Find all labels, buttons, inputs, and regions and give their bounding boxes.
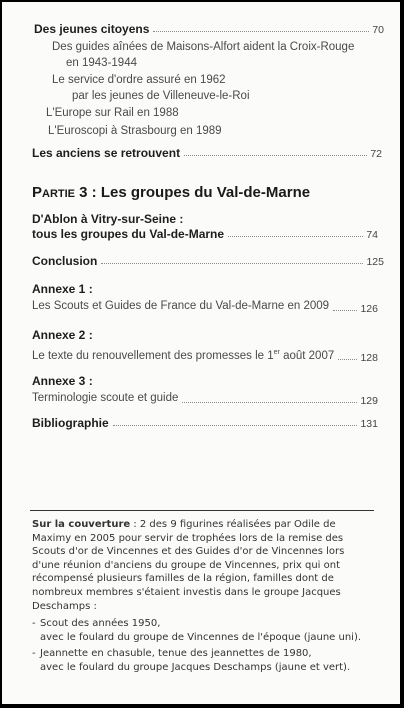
list-item-line1: Scout des années 1950, bbox=[40, 618, 161, 630]
toc-subitem: L'Europe sur Rail en 1988 bbox=[46, 107, 179, 119]
toc-subitem: en 1943-1944 bbox=[66, 56, 137, 69]
toc-page-number: 126 bbox=[360, 302, 378, 315]
toc-title-line1: D'Ablon à Vitry-sur-Seine : bbox=[32, 212, 184, 226]
toc-leader-dots bbox=[182, 402, 357, 403]
part-heading bbox=[32, 184, 310, 201]
toc-leader-dots bbox=[333, 310, 357, 311]
toc-title: Les anciens se retrouvent bbox=[32, 146, 181, 160]
toc-annex-text: Terminologie scoute et guide bbox=[32, 392, 179, 404]
toc-title: Conclusion bbox=[32, 254, 98, 268]
toc-title: Bibliographie bbox=[32, 416, 109, 430]
toc-leader-dots bbox=[101, 263, 363, 264]
toc-subitem: Des guides aînées de Maisons-Alfort aident la Croix-Rouge bbox=[52, 41, 355, 53]
toc-leader-dots bbox=[338, 359, 357, 360]
toc-leader-dots bbox=[153, 31, 369, 32]
cover-caption-intro bbox=[32, 518, 372, 613]
toc-entry-annexe3[interactable] bbox=[32, 374, 378, 407]
toc-page-number: 131 bbox=[360, 418, 378, 430]
toc-title: Des jeunes citoyens bbox=[34, 22, 150, 36]
toc-title: Annexe 2 : bbox=[32, 328, 93, 342]
toc-title: Annexe 3 : bbox=[32, 374, 93, 388]
part-prefix: Partie 3 : bbox=[32, 184, 97, 201]
list-item-line1: Jeannette en chasuble, tenue des jeannettes de 1980, bbox=[40, 648, 312, 660]
list-item bbox=[32, 647, 372, 674]
list-item-line2: avec le foulard du groupe Jacques Deschamps (jaune et vert). bbox=[40, 661, 351, 673]
list-item bbox=[32, 617, 372, 644]
toc-subitem: Le service d'ordre assuré en 1962 bbox=[52, 74, 226, 86]
toc-page-number: 128 bbox=[360, 352, 378, 365]
cover-caption-text: : 2 des 9 figurines réalisées par Odile de Maximy en 2005 pour servir de trophées lors de la remise des Scouts d'or de Vincennes et des Guides d'or de Vincennes lors d'une réunion d'anciens du groupe de Vincennes, prix qui ont récompensé plusieurs familles de la région, familles dont de nombreux membres s'étaient investis dans le groupe Jacques Deschamps : bbox=[32, 519, 345, 612]
toc-leader-dots bbox=[228, 236, 363, 237]
book-page bbox=[2, 2, 400, 704]
toc-annex-text: Les Scouts et Guides de France du Val-de-Marne en 2009 bbox=[32, 300, 330, 312]
toc-title: Annexe 1 : bbox=[32, 282, 93, 296]
toc-leader-dots bbox=[113, 425, 358, 426]
toc-entry-annexe1[interactable] bbox=[32, 282, 378, 315]
toc-page-number: 129 bbox=[360, 394, 378, 407]
toc-entry-bibliographie[interactable] bbox=[32, 416, 378, 430]
footer-divider bbox=[30, 510, 374, 511]
toc-page-number: 72 bbox=[370, 148, 382, 160]
dash-bullet: - bbox=[32, 648, 36, 660]
cover-caption bbox=[32, 518, 372, 678]
cover-caption-list bbox=[32, 617, 372, 674]
cover-caption-label: Sur la couverture bbox=[32, 519, 131, 530]
toc-entry-conclusion[interactable] bbox=[32, 254, 384, 268]
list-item-line2: avec le foulard du groupe de Vincennes de l'époque (jaune uni). bbox=[40, 631, 362, 643]
toc-subitem: par les jeunes de Villeneuve-le-Roi bbox=[72, 89, 250, 102]
part-title: Les groupes du Val-de-Marne bbox=[100, 184, 311, 201]
toc-title-line2: tous les groupes du Val-de-Marne bbox=[32, 227, 225, 241]
toc-page-number: 70 bbox=[372, 24, 384, 36]
toc-page-number: 125 bbox=[366, 256, 384, 268]
toc-entry-jeunes-citoyens[interactable] bbox=[34, 22, 384, 36]
toc-entry-annexe2[interactable] bbox=[32, 328, 378, 364]
toc-entry-anciens[interactable] bbox=[32, 146, 382, 160]
toc-subitems-jeunes-citoyens bbox=[46, 40, 354, 139]
toc-page-number: 74 bbox=[366, 229, 378, 241]
toc-leader-dots bbox=[184, 155, 367, 156]
dash-bullet: - bbox=[32, 618, 36, 630]
toc-subitem: L'Euroscopi à Strasbourg en 1989 bbox=[48, 124, 222, 137]
toc-annex-text: Le texte du renouvellement des promesses le 1er août 2007 bbox=[32, 349, 335, 362]
toc-entry-ablon[interactable] bbox=[32, 212, 378, 241]
